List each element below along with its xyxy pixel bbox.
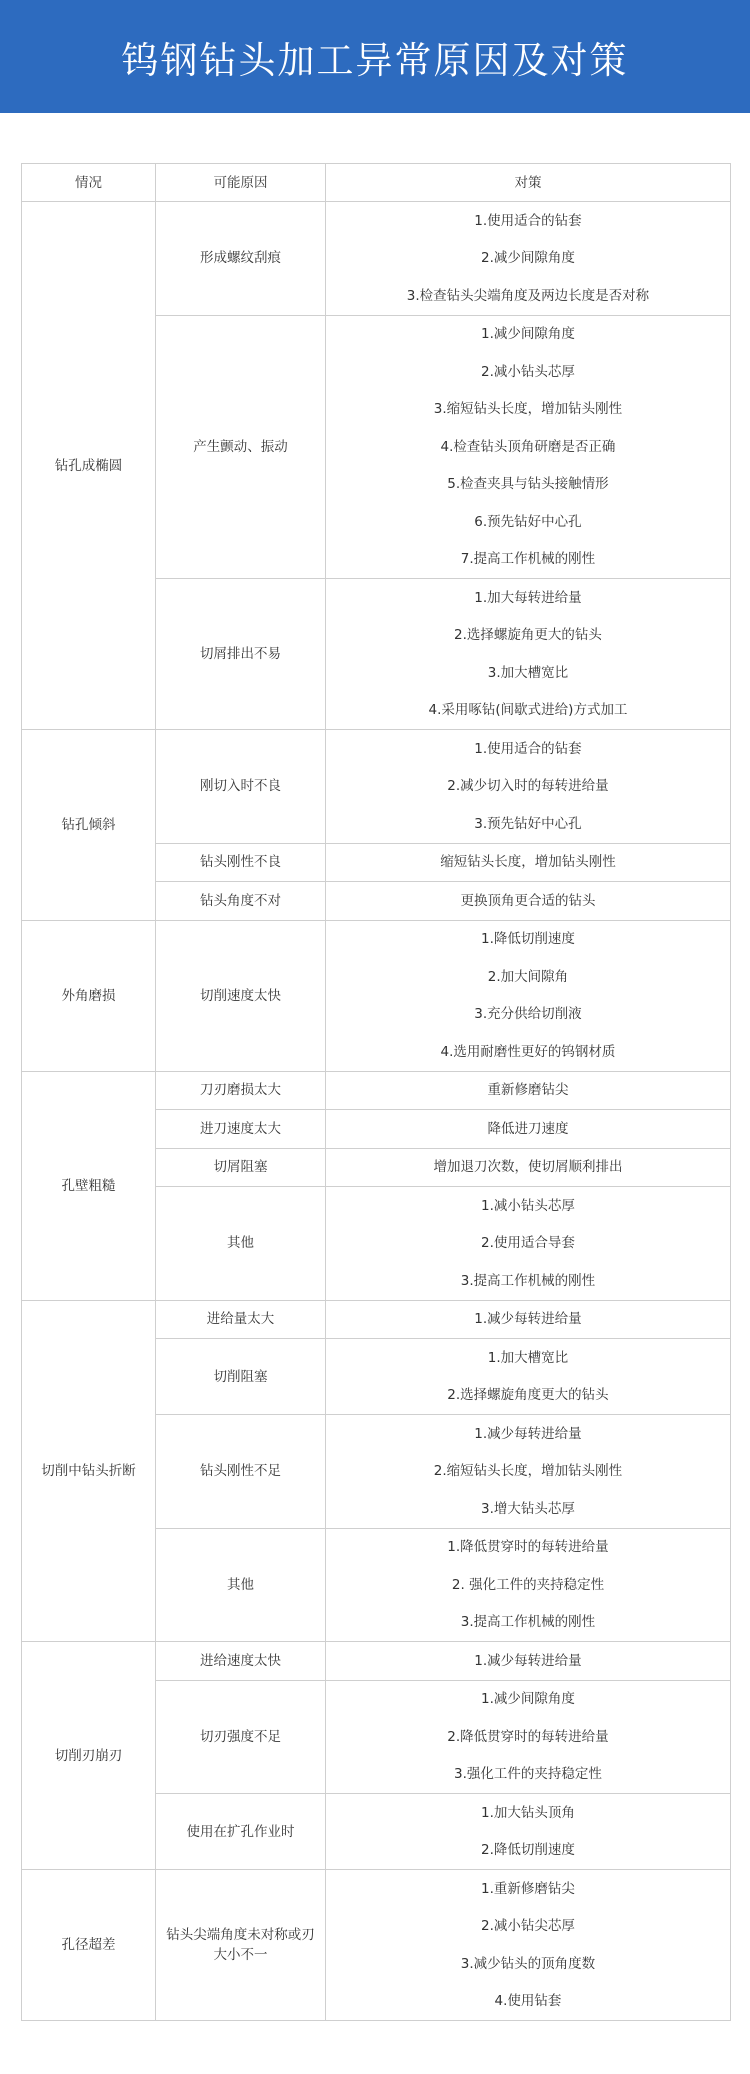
header-measures: 对策 xyxy=(326,164,731,202)
measures-cell xyxy=(326,1870,731,2021)
measure-item: 2.加大间隙角 xyxy=(487,968,569,985)
title-banner xyxy=(0,0,750,113)
measure-item: 1.使用适合的钻套 xyxy=(474,740,582,757)
measures-cell xyxy=(326,1148,731,1187)
anomaly-table xyxy=(21,163,731,2021)
table-row xyxy=(22,1642,731,1681)
measures-cell xyxy=(326,1339,731,1415)
measure-item: 3.预先钻好中心孔 xyxy=(474,815,582,832)
measures-cell xyxy=(326,1415,731,1529)
measure-item: 4.使用钻套 xyxy=(494,1993,562,2010)
page-title: 钨钢钻头加工异常原因及对策 xyxy=(121,38,629,82)
cause-cell: 钻头角度不对 xyxy=(156,882,326,921)
table-row xyxy=(22,730,731,844)
measure-item: 3.增大钻头芯厚 xyxy=(481,1500,575,1517)
cause-cell: 钻头尖端角度未对称或刃大小不一 xyxy=(156,1870,326,2021)
measure-item: 1.减少每转进给量 xyxy=(474,1311,582,1328)
measures-cell xyxy=(326,1071,731,1110)
measures-cell xyxy=(326,1680,731,1794)
measure-item: 1.减少每转进给量 xyxy=(474,1652,582,1669)
cause-cell: 切屑阻塞 xyxy=(156,1148,326,1187)
measure-item: 1.减少每转进给量 xyxy=(474,1425,582,1442)
cause-cell: 刚切入时不良 xyxy=(156,730,326,844)
measure-item: 2.使用适合导套 xyxy=(481,1235,575,1252)
measures-cell xyxy=(326,1110,731,1149)
measure-item: 2.缩短钻头长度，增加钻头刚性 xyxy=(433,1463,623,1480)
measure-item: 3.提高工作机械的刚性 xyxy=(460,1272,596,1289)
measure-item: 2.降低贯穿时的每转进给量 xyxy=(447,1728,609,1745)
cause-cell: 其他 xyxy=(156,1528,326,1642)
cause-cell: 进给量太大 xyxy=(156,1300,326,1339)
table-body xyxy=(22,202,731,2021)
measure-item: 7.提高工作机械的刚性 xyxy=(460,551,596,568)
measure-item: 4.采用啄钻(间歇式进给)方式加工 xyxy=(428,702,628,719)
cause-cell: 钻头刚性不足 xyxy=(156,1415,326,1529)
cause-cell: 进刀速度太大 xyxy=(156,1110,326,1149)
measures-cell xyxy=(326,202,731,316)
measure-item: 3.减少钻头的顶角度数 xyxy=(460,1955,596,1972)
measure-item: 6.预先钻好中心孔 xyxy=(474,513,582,530)
measure-item: 2.降低切削速度 xyxy=(481,1842,575,1859)
measures-cell xyxy=(326,1300,731,1339)
measures-cell xyxy=(326,1794,731,1870)
situation-cell: 钻孔成椭圆 xyxy=(22,202,156,730)
measures-cell xyxy=(326,843,731,882)
measure-item: 1.减小钻头芯厚 xyxy=(481,1197,575,1214)
table-row xyxy=(22,1071,731,1110)
measure-item: 2.选择螺旋角更大的钻头 xyxy=(454,627,602,644)
cause-cell: 切刃强度不足 xyxy=(156,1680,326,1794)
cause-cell: 形成螺纹刮痕 xyxy=(156,202,326,316)
measures-cell xyxy=(326,1187,731,1301)
cause-cell: 使用在扩孔作业时 xyxy=(156,1794,326,1870)
measures-cell xyxy=(326,579,731,730)
measure-item: 2.选择螺旋角度更大的钻头 xyxy=(447,1387,609,1404)
measure-item: 1.加大槽宽比 xyxy=(487,1349,569,1366)
cause-cell: 切削速度太快 xyxy=(156,920,326,1071)
measure-item: 2.减小钻尖芯厚 xyxy=(481,1918,575,1935)
measure-item: 更换顶角更合适的钻头 xyxy=(460,892,596,909)
cause-cell: 进给速度太快 xyxy=(156,1642,326,1681)
measure-item: 1.使用适合的钻套 xyxy=(474,212,582,229)
measure-item: 2.减少间隙角度 xyxy=(481,250,575,267)
situation-cell: 钻孔倾斜 xyxy=(22,730,156,921)
measures-cell xyxy=(326,315,731,579)
cause-cell: 刀刃磨损太大 xyxy=(156,1071,326,1110)
measure-item: 1.减少间隙角度 xyxy=(481,326,575,343)
table-row xyxy=(22,920,731,1071)
table-row xyxy=(22,1870,731,2021)
measure-item: 1.降低贯穿时的每转进给量 xyxy=(447,1539,609,1556)
table-header-row xyxy=(22,164,731,202)
cause-cell: 钻头刚性不良 xyxy=(156,843,326,882)
header-situation: 情况 xyxy=(22,164,156,202)
measure-item: 3.提高工作机械的刚性 xyxy=(460,1614,596,1631)
measure-item: 3.缩短钻头长度，增加钻头刚性 xyxy=(433,401,623,418)
measure-item: 3.强化工件的夹持稳定性 xyxy=(454,1766,602,1783)
measures-cell xyxy=(326,1528,731,1642)
measure-item: 2.减少切入时的每转进给量 xyxy=(447,778,609,795)
situation-cell: 外角磨损 xyxy=(22,920,156,1071)
cause-cell: 切屑排出不易 xyxy=(156,579,326,730)
situation-cell: 孔径超差 xyxy=(22,1870,156,2021)
measure-item: 降低进刀速度 xyxy=(487,1120,569,1137)
cause-cell: 其他 xyxy=(156,1187,326,1301)
measure-item: 1.降低切削速度 xyxy=(481,931,575,948)
cause-cell: 产生颤动、振动 xyxy=(156,315,326,579)
table-row xyxy=(22,202,731,316)
situation-cell: 切削中钻头折断 xyxy=(22,1300,156,1642)
measure-item: 1.重新修磨钻尖 xyxy=(481,1880,575,1897)
measure-item: 3.充分供给切削液 xyxy=(474,1006,582,1023)
measure-item: 2.减小钻头芯厚 xyxy=(481,363,575,380)
measure-item: 4.检查钻头顶角研磨是否正确 xyxy=(440,438,616,455)
measure-item: 缩短钻头长度，增加钻头刚性 xyxy=(440,854,616,871)
measure-item: 增加退刀次数，使切屑顺利排出 xyxy=(433,1159,623,1176)
measures-cell xyxy=(326,920,731,1071)
situation-cell: 孔壁粗糙 xyxy=(22,1071,156,1300)
table-row xyxy=(22,1300,731,1339)
measure-item: 5.检查夹具与钻头接触情形 xyxy=(447,476,609,493)
measures-cell xyxy=(326,1642,731,1681)
measure-item: 1.加大钻头顶角 xyxy=(481,1804,575,1821)
measure-item: 1.减少间隙角度 xyxy=(481,1691,575,1708)
cause-cell: 切削阻塞 xyxy=(156,1339,326,1415)
measure-item: 3.加大槽宽比 xyxy=(487,664,569,681)
situation-cell: 切削刃崩刃 xyxy=(22,1642,156,1870)
measure-item: 4.选用耐磨性更好的钨钢材质 xyxy=(440,1043,616,1060)
measures-cell xyxy=(326,882,731,921)
measure-item: 3.检查钻头尖端角度及两边长度是否对称 xyxy=(406,287,650,304)
header-cause: 可能原因 xyxy=(156,164,326,202)
measure-item: 重新修磨钻尖 xyxy=(487,1082,569,1099)
measure-item: 2. 强化工件的夹持稳定性 xyxy=(451,1576,605,1593)
measures-cell xyxy=(326,730,731,844)
measure-item: 1.加大每转进给量 xyxy=(474,589,582,606)
